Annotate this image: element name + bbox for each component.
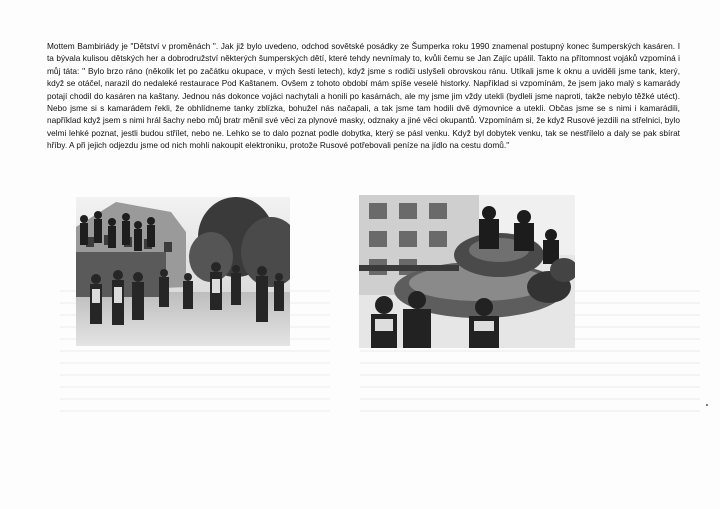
- scan-speck: [706, 404, 708, 406]
- tank-soldiers-photo: [359, 195, 575, 348]
- crowd-street-photo: [76, 197, 290, 346]
- memoir-paragraph: Mottem Bambiriády je "Dětství v proměnách ". Jak již bylo uvedeno, odchod sovětské posádky ze Šumperka roku 1990 znamenal postupný konec šumperských kasáren. I ta bývala kulisou dětských her a dobrodružství některých šumperských dětí, které tehdy nevnímaly to, kvůli čemu se Jan Zajíc upálil. Takto na přítomnost vojáků vzpomíná i můj táta: " Bylo brzo ráno (několik let po začátku okupace, v mých šesti letech), když jsme s rodiči uslyšeli obrovskou ránu. Utíkali jsme k oknu a uviděli jsme tank, který, když se otáčel, narazil do nedaleké restaurace Pod Kaštanem. Ovšem z tohoto období mám spíše veselé historky. Například si vzpomínám, že jsem jako malý s kamarády potají chodil do kasáren na kaštany. Jednou nás dokonce vojáci nachytali a honili po kasárnách, ale my jsme jim vždy utekli (bydleli jsme naproti, takže nebylo těžké utéct). Nebo jsme si s kamarádem řekli, že obhlídneme tanky zblízka, bohužel nás načapali, a tak jsme tam hodili dvě dýmovnice a utekli. Občas jsme se s nimi i kamarádili, například když jsem s nimi hrál šachy nebo můj bratr měnil své věci za plynové masky, odznaky a jiné věci okupantů. Vzpomínám si, že když Rusové jezdili na střelnici, bylo velmi lehké poznat, jestli budou střílet, nebo ne. Lehko se to dalo poznat podle dobytka, který se pásl venku. Když byl dobytek venku, tak se nestřílelo a daly se pak sbírat hříby. A při jejich odjezdu jsme od nich mohli nakoupit elektroniku, protože Rusové potřebovali peníze na jídlo na cestu domů.": [47, 41, 680, 151]
